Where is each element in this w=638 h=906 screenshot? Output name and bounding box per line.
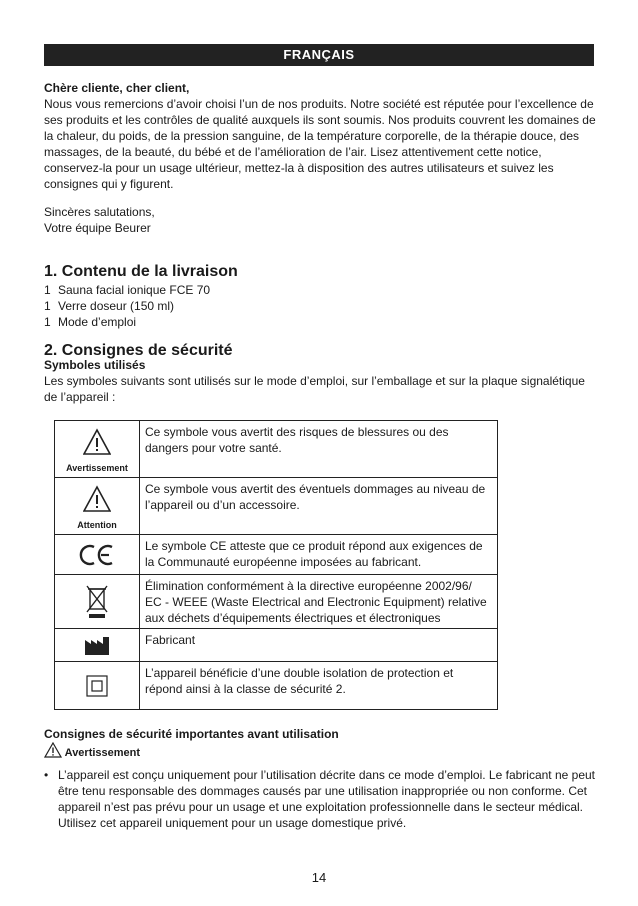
table-row <box>55 662 498 710</box>
language-header: FRANÇAIS <box>44 44 594 66</box>
list-item: 1 Sauna facial ionique FCE 70 <box>44 283 211 297</box>
list-item: 1 Mode d’emploi <box>44 315 137 329</box>
table-row <box>55 478 498 535</box>
symbol-cell <box>55 575 140 629</box>
bullet-text: L’appareil est conçu uniquement pour l’utilisation décrite dans ce mode d’emploi. Le fabricant ne peut être tenu responsable des dommages causés par une utilisation inappropriée ou non conforme. Cet appareil n’est pas prévu pour un usage et une exploitation professionnelle dans le secteur médical. Utilisez cet appareil uniquement pour un usage domestique privé. <box>58 768 595 830</box>
warning-label: Avertissement <box>64 747 141 759</box>
warning-triangle-icon <box>83 485 111 513</box>
intro-paragraph: Nous vous remercions d’avoir choisi l’un de nos produits. Notre société est réputée pour l’excellence de ses produits et les contrôles de qualité auxquels ils sont soumis. Nos produits couvrent les domaines de la chaleur, du poids, de la pression sanguine, de la température corporelle, de la thérapie douce, des massages, de la beauté, du bébé et de l’amélioration de l’air. Lisez attentivement cette notice, conservez-la pour un usage ultérieur, mettez-la à disposition des autres utilisateurs et suivez les consignes qui y figurent. <box>44 97 596 191</box>
section-2-title: 2. Consignes de sécurité <box>44 342 233 359</box>
double-insulation-icon <box>86 675 108 697</box>
symbol-description: Fabricant <box>140 629 498 662</box>
important-safety-heading: Consignes de sécurité importantes avant utilisation <box>44 727 339 741</box>
symbols-heading: Symboles utilisés <box>44 358 146 372</box>
warning-triangle-icon <box>44 742 62 758</box>
warning-label-row <box>44 742 140 759</box>
symbol-cell <box>55 662 140 710</box>
symbol-description: Élimination conformément à la directive européenne 2002/96/ EC - WEEE (Waste Electrical and Electronic Equipment) relative aux déchets d’équipements électriques et électroniques <box>140 575 498 629</box>
list-item <box>44 767 600 831</box>
symbol-cell <box>55 421 140 478</box>
symbol-caption: Attention <box>77 520 117 530</box>
symbol-description: Ce symbole vous avertit des risques de blessures ou des dangers pour votre santé. <box>140 421 498 478</box>
table-row <box>55 535 498 575</box>
ce-mark-icon <box>77 544 117 566</box>
symbol-cell <box>55 478 140 535</box>
warning-triangle-icon <box>83 428 111 456</box>
closing-line-1: Sincères salutations, <box>44 205 155 219</box>
bullet-mark: • <box>44 768 49 782</box>
page-number: 14 <box>311 870 327 885</box>
section-1-title: 1. Contenu de la livraison <box>44 263 238 280</box>
symbol-description: L’appareil bénéficie d’une double isolation de protection et répond ainsi à la classe de sécurité 2. <box>140 662 498 710</box>
table-row <box>55 575 498 629</box>
table-row <box>55 421 498 478</box>
symbol-caption: Avertissement <box>66 463 128 473</box>
table-row <box>55 629 498 662</box>
greeting: Chère cliente, cher client, <box>44 81 190 95</box>
symbols-intro: Les symboles suivants sont utilisés sur le mode d’emploi, sur l’emballage et sur la plaque signalétique de l’appareil : <box>44 374 585 404</box>
weee-bin-icon <box>85 584 109 620</box>
symbol-description: Ce symbole vous avertit des éventuels dommages au niveau de l’appareil ou d’un accessoire. <box>140 478 498 535</box>
symbol-cell <box>55 535 140 575</box>
manufacturer-icon <box>84 636 110 656</box>
delivery-list <box>44 282 210 330</box>
symbols-table <box>54 420 498 710</box>
closing-line-2: Votre équipe Beurer <box>44 221 151 235</box>
symbol-description: Le symbole CE atteste que ce produit répond aux exigences de la Communauté européenne imposées au fabricant. <box>140 535 498 575</box>
closing <box>44 204 600 236</box>
list-item: 1 Verre doseur (150 ml) <box>44 299 175 313</box>
symbol-cell <box>55 629 140 662</box>
